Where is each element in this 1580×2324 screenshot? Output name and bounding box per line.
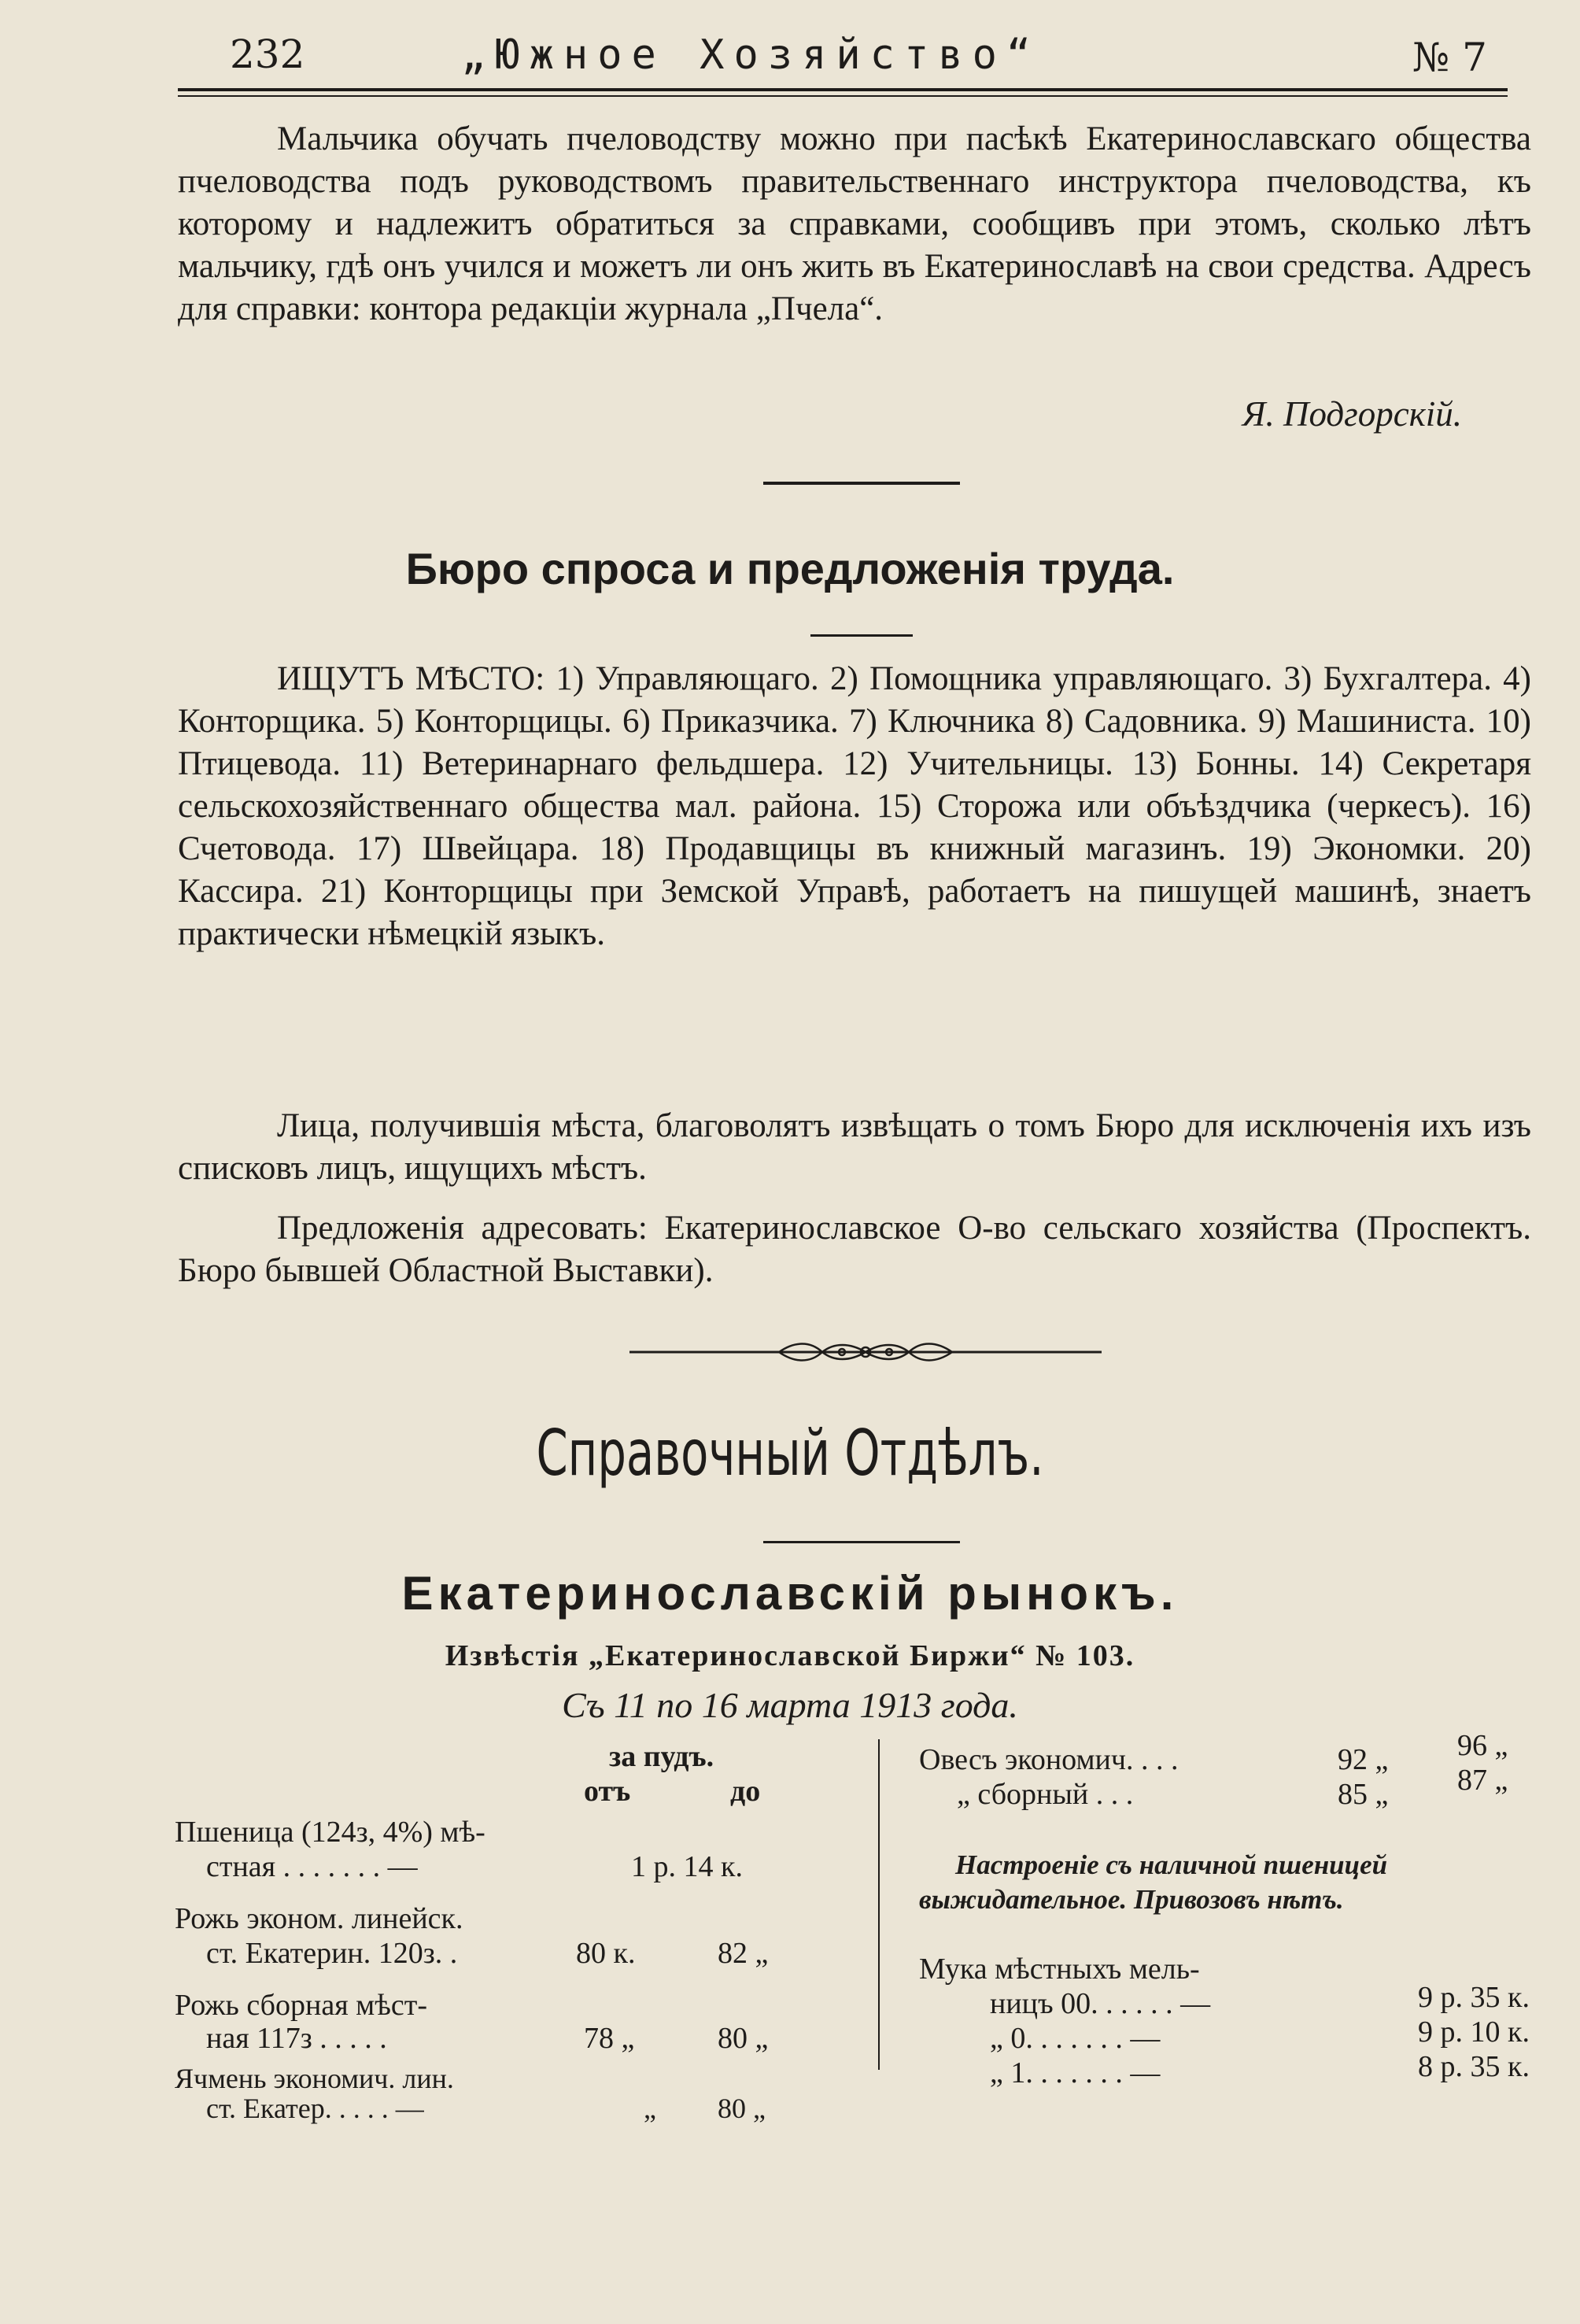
table-column-divider [878,1739,880,2070]
journal-title: „Южное Хозяйство“ [461,31,1041,79]
grain-price-from: „ [644,2093,656,2124]
grain-price-to: 1 р. 14 к. [631,1850,743,1883]
grain-price-to: 82 „ [718,1937,769,1970]
oats-price-to: 87 „ [1457,1764,1508,1797]
market-price-table [175,1729,1544,2124]
flour-grade-name: „ 1. . . . . . . — [990,2056,1161,2089]
running-header [178,31,1508,87]
page-number: 232 [230,31,305,77]
grain-price-to: 80 „ [718,2093,766,2124]
bureau-paragraph-notice: Лица, получившія мѣста, благоволятъ извѣщать о томъ Бюро для исключенія ихъ изъ списковъ лицъ, ищущихъ мѣстъ. [178,1107,1531,1187]
reference-section-title: Справочный Отдѣлъ. [536,1417,1044,1490]
issue-number: № 7 [1412,35,1487,80]
grain-name-line1: Рожь сборная мѣст- [175,1989,427,2022]
grain-name-line1: Пшеница (124з, 4%) мѣ- [175,1816,485,1849]
section-divider [763,482,960,485]
reference-title-underline [763,1541,960,1543]
grain-name-line1: Ячмень экономич. лин. [175,2063,454,2094]
grain-name-line2: ст. Екатер. . . . . — [206,2093,424,2124]
column-to-header: до [730,1775,761,1808]
grain-name-line1: Рожь эконом. линейск. [175,1902,463,1935]
ornament-divider [629,1338,1102,1366]
column-from-header: отъ [584,1775,631,1808]
oats-name: „ сборный . . . [957,1778,1134,1811]
flour-grade-name: „ 0. . . . . . . — [990,2022,1161,2055]
title-underline [810,634,913,637]
unit-header: за пудъ. [609,1740,714,1773]
oats-price-to: 96 „ [1457,1729,1508,1762]
grain-price-from: 80 к. [576,1937,636,1970]
grain-name-line2: стная . . . . . . . — [206,1850,418,1883]
grain-price-to: 80 „ [718,2022,769,2055]
market-title: Екатеринославскій рынокъ. [401,1567,1179,1620]
flour-grade-price: 9 р. 10 к. [1418,2015,1530,2049]
bureau-paragraph-address: Предложенія адресовать: Екатеринославское О-во сельскаго хозяйства (Проспектъ. Бюро бывшей Областной Выставки). [178,1210,1531,1289]
flour-grade-price: 8 р. 35 к. [1418,2050,1530,2083]
mood-line-1: Настроеніе съ наличной пшеницей [955,1849,1388,1880]
grain-price-from: 78 „ [584,2022,635,2055]
flour-label: Мука мѣстныхъ мель- [919,1953,1200,1986]
bureau-title: Бюро спроса и предложенія труда. [405,544,1175,593]
market-source: Извѣстія „Екатеринославской Биржи“ № 103. [445,1639,1135,1672]
oats-name: Овесъ экономич. . . . [919,1743,1179,1776]
flour-grade-price: 9 р. 35 к. [1418,1981,1530,2014]
market-mood-note [919,1848,1387,1917]
flour-grade-name: ницъ 00. . . . . . — [990,1987,1211,2020]
article-signature: Я. Подгорскій. [1242,394,1462,434]
oats-price-from: 85 „ [1338,1778,1389,1811]
mood-line-2: выжидательное. Привозовъ нѣтъ. [919,1884,1344,1915]
oats-price-from: 92 „ [1338,1743,1389,1776]
header-rule [178,88,1508,97]
bee-article-paragraph: Мальчика обучать пчеловодству можно при пасѣкѣ Екатеринославскаго общества пчеловодства подъ руководствомъ правительственнаго инструктора пчеловодства, къ которому и надлежитъ обратиться за справками, сообщивъ при этомъ, сколько лѣтъ мальчику, гдѣ онъ учился и можетъ ли онъ жить въ Екатеринославѣ на свои средства. Адресъ для справки: контора редакціи журнала „Пчела“. [178,120,1531,327]
market-dates: Съ 11 по 16 марта 1913 года. [562,1685,1018,1725]
grain-name-line2: ная 117з . . . . . [206,2022,387,2055]
grain-name-line2: ст. Екатерин. 120з. . [206,1937,458,1970]
bureau-paragraph-seeking: ИЩУТЪ МѢСТО: 1) Управляющаго. 2) Помощника управляющаго. 3) Бухгалтера. 4) Конторщика. 5) Конторщицы. 6) Приказчика. 7) Ключника 8) Садовника. 9) Машиниста. 10) Птицевода. 11) Ветеринарнаго фельдшера. 12) Учительницы. 13) Бонны. 14) Секретаря сельскохозяйственнаго общества мал. района. 15) Сторожа или объѣздчика (черкесъ). 16) Счетовода. 17) Швейцара. 18) Продавщицы въ книжный магазинъ. 19) Экономки. 20) Кассира. 21) Конторщицы при Земской Управѣ, работаетъ на пишущей машинѣ, знаетъ практически нѣмецкій языкъ. [178,660,1531,952]
